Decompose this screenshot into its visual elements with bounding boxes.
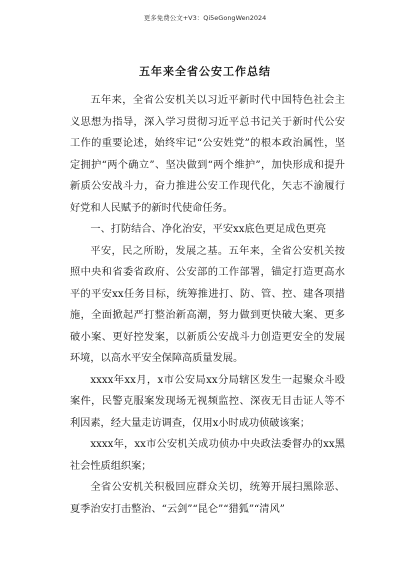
body-paragraph: xxxx年xx月，x市公安局xx分局辖区发生一起聚众斗殴案件，民警克服案发现场无视频监控、深夜无目击证人等不利因素，经大量走访调查，仅用x小时成功侦破该案；: [70, 374, 345, 429]
page-header: 更多免费公文+V3：Qi5eGongWen2024: [143, 14, 267, 22]
section-heading: 一、打防结合、净化治安，平安xx底色更足成色更亮: [90, 224, 327, 235]
intro-paragraph: 五年来，全省公安机关以习近平新时代中国特色社会主义思想为指导，深入学习贯彻习近平总书记关于新时代公安工作的重要论述，始终牢记“公安姓党”的根本政治属性，坚定拥护“两个确立”、坚决做到“两个维护”，加快形成和提升新质公安战斗力，奋力推进公安工作现代化，矢志不渝履行好党和人民赋予的新时代使命任务。: [70, 95, 345, 214]
document-title: 五年来全省公安工作总结: [139, 65, 271, 78]
body-paragraph: 全省公安机关积极回应群众关切，统筹开展扫黑除恶、夏季治安打击整治、“云剑”“昆仑”“猎狐”“清风”: [70, 482, 345, 515]
body-paragraph: xxxx年，xx市公安机关成功侦办中央政法委督办的xx黑社会性质组织案；: [70, 439, 345, 472]
document-body: [70, 90, 345, 520]
body-paragraph: 平安，民之所盼，发展之基。五年来，全省公安机关按照中央和省委省政府、公安部的工作部署，锚定打造更高水平的平安xx任务目标，统筹推进打、防、管、控、建各项措施，全面掀起严打整治新高潮，努力做到更快破大案、更多破小案、更好控发案，以新质公安战斗力创造更安全的发展环境，以高水平安全保障高质量发展。: [70, 245, 345, 364]
